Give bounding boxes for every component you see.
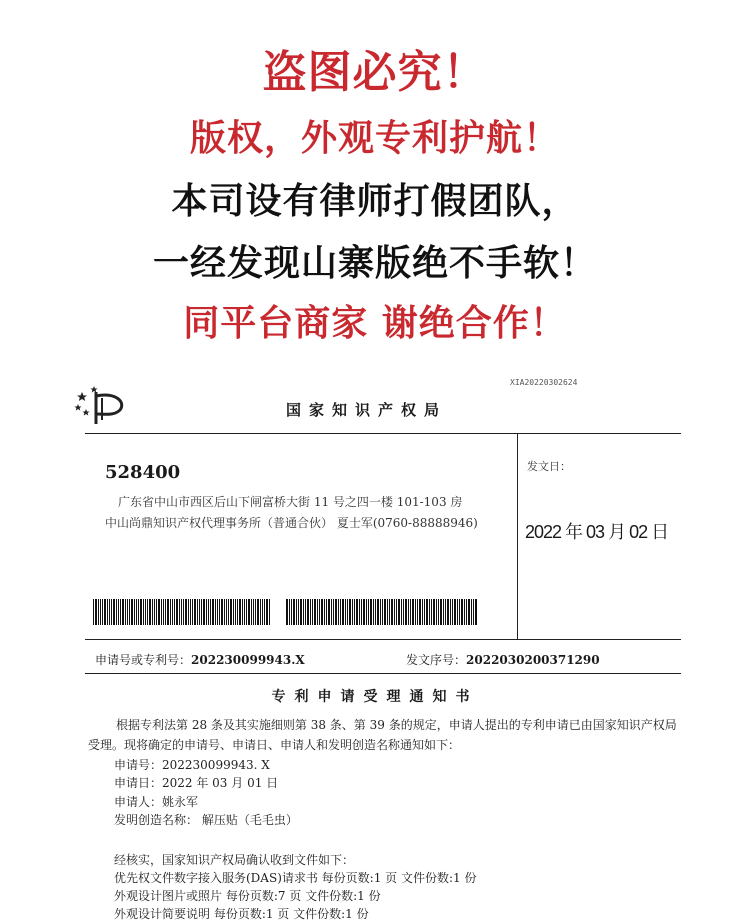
divider-top: [85, 433, 681, 434]
divider-app-no: [85, 673, 681, 674]
field-application-number: 申请号：202230099943. X: [114, 758, 270, 772]
file-item-3: 外观设计简要说明 每份页数:1 页 文件份数:1 份: [114, 907, 369, 921]
reference-code: XIA20220302624: [510, 378, 578, 387]
postcode: 528400: [105, 462, 181, 483]
send-date-label: 发文日：: [527, 460, 571, 473]
body-line-1: 根据专利法第 28 条及其实施细则第 38 条、第 39 条的规定，申请人提出的专利申请已由国家知识产权局: [116, 718, 677, 732]
recipient-agency: 中山尚鼎知识产权代理事务所（普通合伙） 夏士军(0760-88888946): [105, 516, 478, 530]
application-number-line: [95, 651, 305, 668]
body-line-2: 受理。现将确定的申请号、申请日、申请人和发明创造名称通知如下：: [88, 738, 461, 752]
send-serial-line: [406, 651, 600, 668]
send-serial: 2022030200371290: [466, 653, 600, 667]
divider-vertical: [517, 434, 518, 639]
field-invention-name: 发明创造名称： 解压贴（毛毛虫）: [114, 813, 298, 827]
cnipa-logo-icon: [72, 382, 132, 426]
banner-line-5: 同平台商家 谢绝合作！: [183, 303, 567, 344]
file-item-2: 外观设计图片或照片 每份页数:7 页 文件份数:1 份: [114, 889, 381, 903]
send-date-stamp: 2022 年 03 月 02 日: [525, 522, 669, 542]
file-item-1: 优先权文件数字接入服务(DAS)请求书 每份页数:1 页 文件份数:1 份: [114, 871, 477, 885]
notice-title: 专利申请受理通知书: [271, 689, 479, 705]
banner-line-3: 本司设有律师打假团队，: [171, 181, 579, 222]
barcode-left-icon: [93, 599, 271, 625]
application-number-label: 申请号或专利号：: [95, 653, 192, 667]
barcode-right-icon: [286, 599, 478, 625]
field-application-date: 申请日：2022 年 03 月 01 日: [114, 776, 279, 790]
banner-line-1: 盗图必究！: [262, 47, 488, 98]
office-name: 国家知识产权局: [286, 401, 448, 419]
banner-line-2: 版权，外观专利护航！: [189, 118, 560, 159]
send-serial-label: 发文序号：: [406, 653, 467, 667]
divider-address-bottom: [85, 639, 681, 640]
application-number: 202230099943.X: [191, 653, 305, 667]
recipient-address: 广东省中山市西区后山下闸富桥大街 11 号之四一楼 101-103 房: [118, 495, 463, 509]
field-applicant: 申请人：姚永军: [114, 795, 199, 809]
verify-line: 经核实，国家知识产权局确认收到文件如下：: [114, 853, 355, 867]
banner-line-4: 一经发现山寨版绝不手软！: [152, 243, 597, 284]
